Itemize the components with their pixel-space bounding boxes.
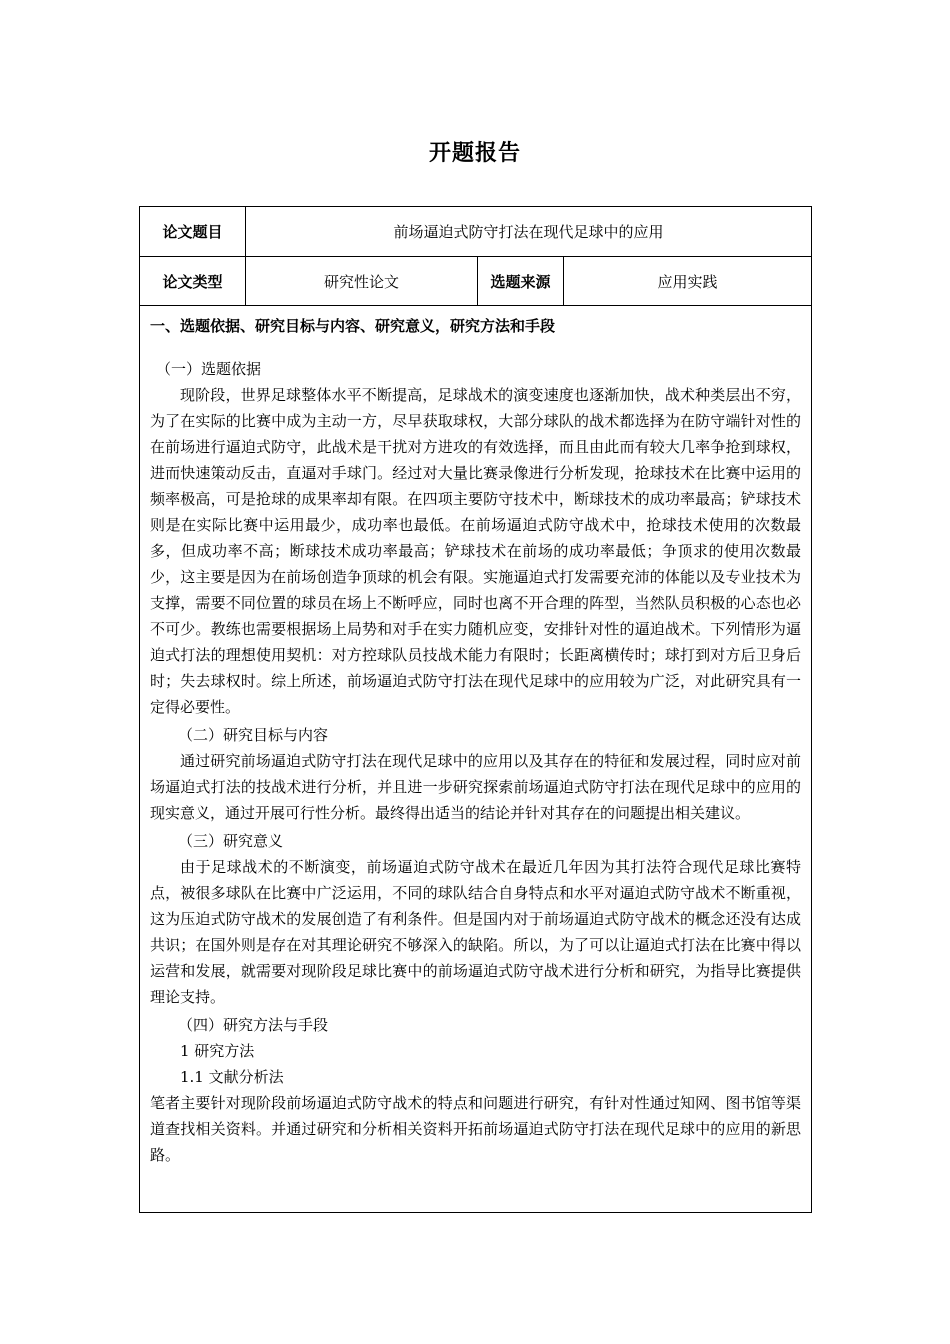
page-title: 开题报告: [428, 141, 521, 166]
thesis-type-value: 研究性论文: [246, 257, 478, 306]
section-heading: 一、选题依据、研究目标与内容、研究意义，研究方法和手段: [150, 317, 556, 335]
methods-heading: 1 研究方法: [180, 1042, 255, 1060]
subsection-title-basis: （一）选题依据: [156, 360, 262, 378]
thesis-title-value: 前场逼迫式防守打法在现代足球中的应用: [246, 207, 812, 257]
thesis-title-row: [140, 207, 812, 257]
paragraph-significance: 由于足球战术的不断演变，前场逼迫式防守战术在最近几年因为其打法符合现代足球比赛特点，被很多球队在比赛中广泛运用，不同的球队结合自身特点和水平对逼迫式防守战术不断重视，这为压迫式防守战术的发展创造了有利条件。但是国内对于前场逼迫式防守战术的概念还没有达成共识；在国外则是存在对其理论研究不够深入的缺陷。所以，为了可以让逼迫式打法在比赛中得以运营和发展，就需要对现阶段足球比赛中的前场逼迫式防守战术进行分析和研究，为指导比赛提供理论支持。: [150, 858, 802, 1006]
topic-source-label: 选题来源: [478, 257, 564, 306]
proposal-table: [139, 206, 812, 1213]
thesis-type-label: 论文类型: [140, 257, 246, 306]
content-row: [140, 306, 812, 1213]
subsection-title-goals: （二）研究目标与内容: [178, 726, 329, 744]
topic-source-value: 应用实践: [564, 257, 812, 306]
thesis-title-label: 论文题目: [140, 207, 246, 257]
literature-method-heading: 1.1 文献分析法: [180, 1068, 284, 1086]
content-cell: [140, 306, 812, 1213]
thesis-type-row: [140, 257, 812, 306]
paragraph-goals: 通过研究前场逼迫式防守打法在现代足球中的应用以及其存在的特征和发展过程，同时应对前场逼迫式打法的技战术进行分析，并且进一步研究探索前场逼迫式防守打法在现代足球中的应用的现实意义，通过开展可行性分析。最终得出适当的结论并针对其存在的问题提出相关建议。: [150, 752, 802, 822]
paragraph-literature-method: 笔者主要针对现阶段前场逼迫式防守战术的特点和问题进行研究，有针对性通过知网、图书馆等渠道查找相关资料。并通过研究和分析相关资料开拓前场逼迫式防守打法在现代足球中的应用的新思路。: [150, 1094, 802, 1164]
paragraph-basis: 现阶段，世界足球整体水平不断提高，足球战术的演变速度也逐渐加快，战术种类层出不穷，为了在实际的比赛中成为主动一方，尽早获取球权，大部分球队的战术都选择为在防守端针对性的在前场进行逼迫式防守，此战术是干扰对方进攻的有效选择，而且由此而有较大几率争抢到球权，进而快速策动反击，直逼对手球门。经过对大量比赛录像进行分析发现，抢球技术在比赛中运用的频率极高，可是抢球的成果率却有限。在四项主要防守技术中，断球技术的成功率最高；铲球技术则是在实际比赛中运用最少，成功率也最低。在前场逼迫式防守战术中，抢球技术使用的次数最多，但成功率不高；断球技术成功率最高；铲球技术在前场的成功率最低；争顶求的使用次数最少，这主要是因为在前场创造争顶球的机会有限。实施逼迫式打发需要充沛的体能以及专业技术为支撑，需要不同位置的球员在场上不断呼应，同时也离不开合理的阵型，当然队员积极的心态也必不可少。教练也需要根据场上局势和对手在实力随机应变，安排针对性的逼迫战术。下列情形为逼迫式打法的理想使用契机：对方控球队员技战术能力有限时；长距离横传时；球打到对方后卫身后时；失去球权时。综上所述，前场逼迫式防守打法在现代足球中的应用较为广泛，对此研究具有一定得必要性。: [150, 386, 802, 716]
subsection-title-significance: （三）研究意义: [178, 832, 284, 850]
subsection-title-methods: （四）研究方法与手段: [178, 1016, 329, 1034]
